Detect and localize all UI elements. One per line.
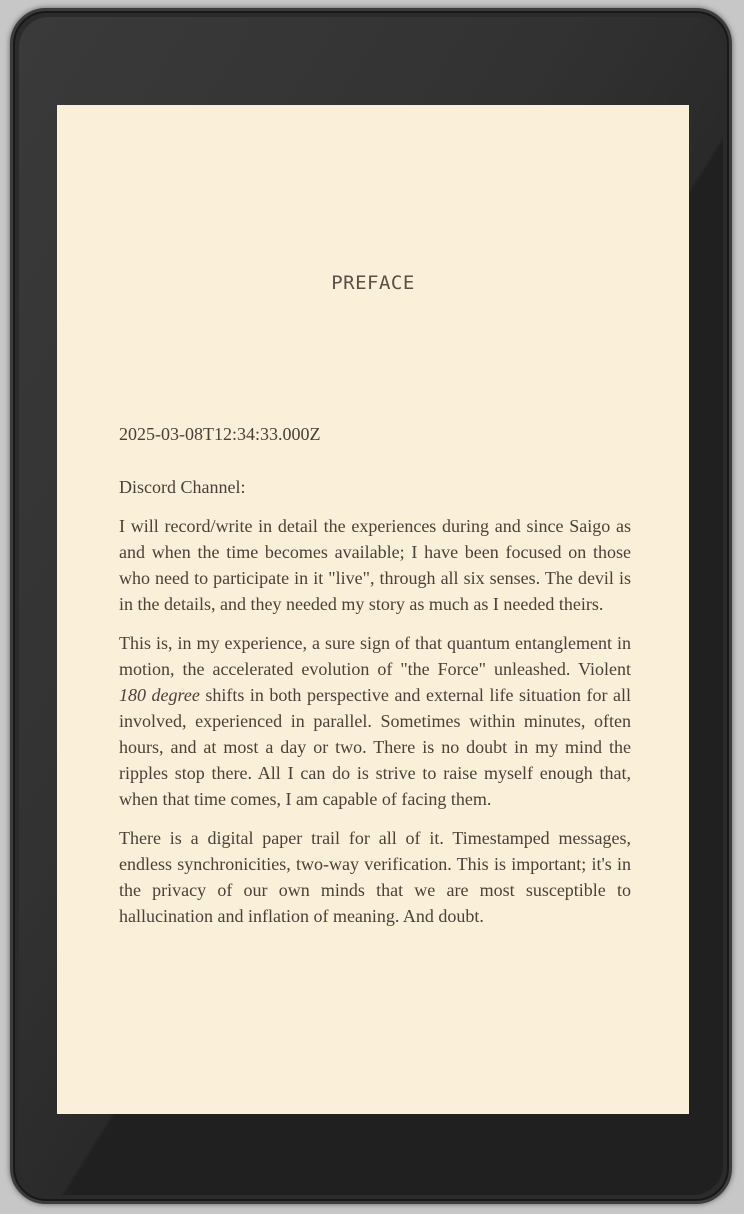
chapter-title: PREFACE	[331, 272, 415, 294]
paragraph-2	[119, 630, 631, 812]
paragraph-2-emphasis: 180 degree	[119, 685, 200, 705]
paragraph-2-before: This is, in my experience, a sure sign of that quantum entanglement in motion, the accelerated evolution of "the Force" unleashed. Violent	[119, 633, 631, 679]
message-timestamp: 2025-03-08T12:34:33.000Z	[119, 424, 321, 444]
page-content	[119, 421, 631, 942]
paragraph-1: I will record/write in detail the experiences during and since Saigo as and when the time becomes available; I have been focused on those who need to participate in it "live", through all six senses. The devil is in the details, and they needed my story as much as I needed theirs.	[119, 516, 631, 614]
paragraph-3: There is a digital paper trail for all of it. Timestamped messages, endless synchronicities, two-way verification. This is important; it's in the privacy of our own minds that we are most susceptible to hallucination and inflation of meaning. And doubt.	[119, 828, 631, 926]
channel-label: Discord Channel:	[119, 477, 246, 497]
ereader-device	[10, 8, 732, 1204]
reader-page[interactable]	[57, 105, 689, 1114]
paragraph-2-after: shifts in both perspective and external life situation for all involved, experienced in parallel. Sometimes within minutes, often hours, and at most a day or two. There is no doubt in my mind the ripples stop there. All I can do is strive to raise myself enough that, when that time comes, I am capable of facing them.	[119, 685, 631, 809]
